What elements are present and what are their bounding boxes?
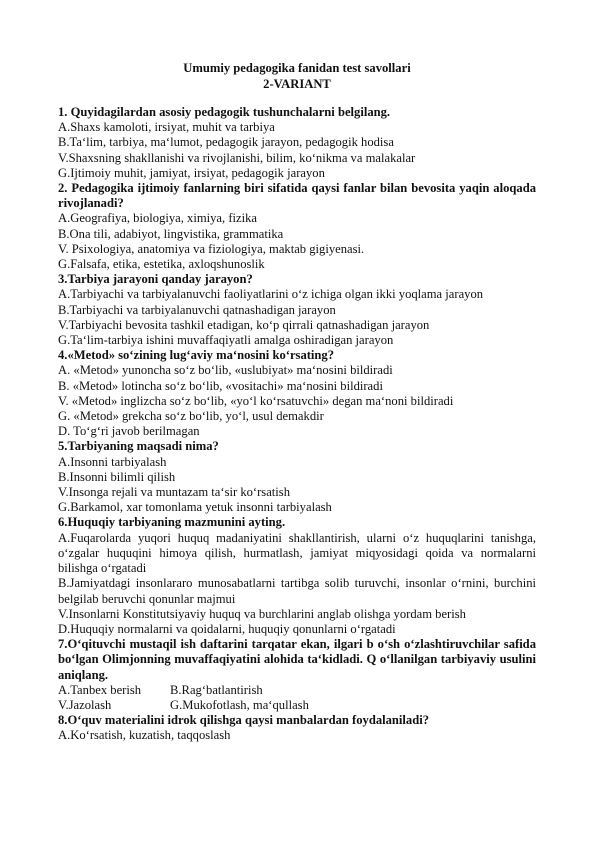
q4-option-v: V. «Metod» inglizcha so‘z bo‘lib, «yo‘l ko‘rsatuvchi» degan ma‘noni bildiradi — [58, 393, 454, 408]
q7-options-row-2 — [58, 698, 536, 713]
q6-option-b: B.Jamiyatdagi insonlararo munosabatlarni tartibga solib turuvchi, insonlar o‘rnini, burchini belgilab beruvchi qonunlar majmui — [58, 576, 536, 606]
q3-option-v: V.Tarbiyachi bevosita tashkil etadigan, ko‘p qirrali qatnashadigan jarayon — [58, 317, 430, 332]
q8-option-a: A.Ko‘rsatish, kuzatish, taqqoslash — [58, 728, 231, 743]
q5-option-v: V.Insonga rejali va muntazam ta‘sir ko‘rsatish — [58, 485, 290, 500]
q3-option-g: G.Ta‘lim-tarbiya ishini muvaffaqiyatli amalga oshiradigan jarayon — [58, 333, 394, 348]
question-1: 1. Quyidagilardan asosiy pedagogik tushunchalarni belgilang. — [58, 105, 391, 119]
q6-option-d: D.Huquqiy normalarni va qoidalarni, huquqiy qonunlarni o‘rgatadi — [58, 621, 396, 636]
q4-option-g: G. «Metod» grekcha so‘z bo‘lib, yo‘l, usul demakdir — [58, 409, 324, 424]
document-title: Umumiy pedagogika fanidan test savollari — [183, 61, 411, 75]
q7-option-g: G.Mukofotlash, ma‘qullash — [170, 697, 309, 712]
q1-option-v: V.Shaxsning shakllanishi va rivojlanishi, bilim, ko‘nikma va malakalar — [58, 150, 416, 165]
question-6: 6.Huquqiy tarbiyaning mazmunini ayting. — [58, 515, 286, 530]
q7-options-row-1 — [58, 683, 536, 698]
q5-option-g: G.Barkamol, xar tomonlama yetuk insonni tarbiyalash — [58, 500, 332, 515]
q4-option-d: D. To‘g‘ri javob berilmagan — [58, 424, 200, 439]
q2-option-g: G.Falsafa, etika, estetika, axloqshunoslik — [58, 257, 265, 272]
q4-option-b: B. «Metod» lotincha so‘z bo‘lib, «vositachi» ma‘nosini bildiradi — [58, 378, 383, 393]
q7-option-b: B.Rag‘batlantirish — [170, 682, 263, 697]
question-5: 5.Tarbiyaning maqsadi nima? — [58, 439, 219, 454]
q6-option-a: A.Fuqarolarda yuqori huquq madaniyatini shakllantirish, ularni o‘z huquqlarini tanishga, o‘zgalar huquqini himoya qilish, hurmatlash, jamiyat miqyosidagi qoida va normalarni bilishga o‘rgatadi — [58, 530, 536, 576]
q1-option-a: A.Shaxs kamoloti, irsiyat, muhit va tarbiya — [58, 120, 275, 135]
question-8: 8.O‘quv materialini idrok qilishga qaysi manbalardan foydalaniladi? — [58, 713, 430, 728]
q3-option-a: A.Tarbiyachi va tarbiyalanuvchi faoliyatlarini o‘z ichiga olgan ikki yoqlama jarayon — [58, 287, 484, 302]
question-3: 3.Tarbiya jarayoni qanday jarayon? — [58, 272, 253, 287]
q7-option-v: V.Jazolash — [58, 697, 112, 712]
spacer — [58, 92, 536, 105]
question-4: 4.«Metod» so‘zining lug‘aviy ma‘nosini ko‘rsating? — [58, 348, 335, 363]
q4-option-a: A. «Metod» yunoncha so‘z bo‘lib, «uslubiyat» ma‘nosini bildiradi — [58, 363, 393, 378]
q5-option-a: A.Insonni tarbiyalash — [58, 454, 167, 469]
q1-option-b: B.Ta‘lim, tarbiya, ma‘lumot, pedagogik jarayon, pedagogik hodisa — [58, 135, 394, 150]
q5-option-b: B.Insonni bilimli qilish — [58, 469, 176, 484]
q3-option-b: B.Tarbiyachi va tarbiyalanuvchi qatnashadigan jarayon — [58, 302, 336, 317]
q2-option-a: A.Geografiya, biologiya, ximiya, fizika — [58, 211, 257, 226]
question-2: 2. Pedagogika ijtimoiy fanlarning biri sifatida qaysi fanlar bilan bevosita yaqin aloqada rivojlanadi? — [58, 181, 536, 211]
question-7: 7.O‘qituvchi mustaqil ish daftarini tarqatar ekan, ilgari b o‘sh o‘zlashtiruvchilar safida bo‘lgan Olimjonning muvaffaqiyatini alohida ta‘kidladi. Q o‘llanilgan tarbiyaviy usulini aniqlang. — [58, 637, 536, 682]
q2-option-b: B.Ona tili, adabiyot, lingvistika, grammatika — [58, 226, 284, 241]
variant-label: 2-VARIANT — [263, 77, 331, 91]
q2-option-v: V. Psixologiya, anatomiya va fiziologiya, maktab gigiyenasi. — [58, 241, 365, 256]
q6-option-v: V.Insonlarni Konstitutsiyaviy huquq va burchlarini anglab olishga yordam berish — [58, 606, 466, 621]
q7-option-a: A.Tanbex berish — [58, 682, 142, 697]
q1-option-g: G.Ijtimoiy muhit, jamiyat, irsiyat, pedagogik jarayon — [58, 165, 325, 180]
